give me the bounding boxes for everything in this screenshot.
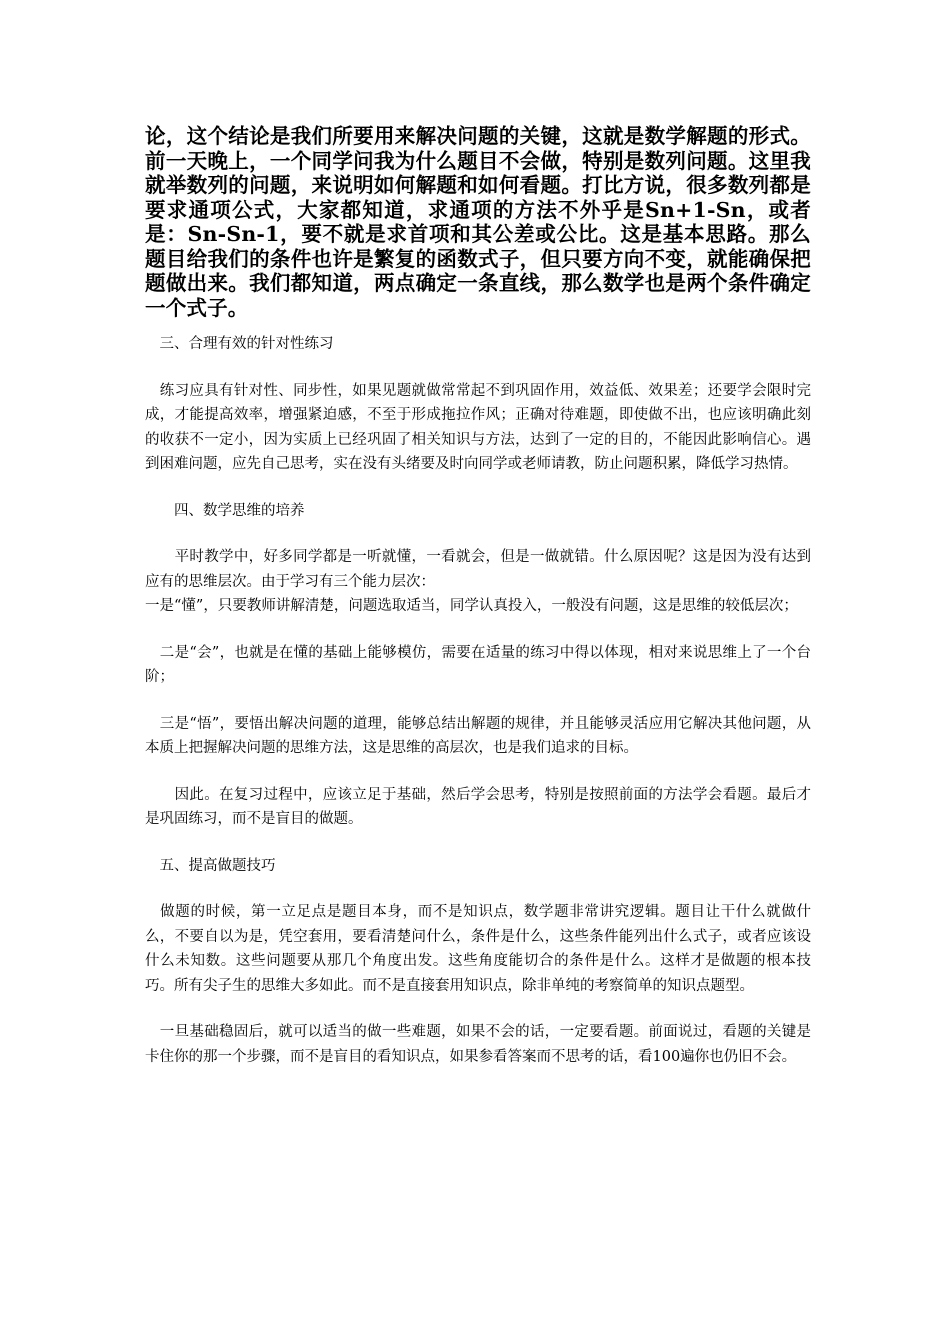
document-page — [145, 124, 811, 1069]
section-4-paragraph-2: 一是“懂”，只要教师讲解清楚，问题选取适当，同学认真投入，一般没有问题，这是思维的较低层次； — [145, 598, 798, 614]
section-4-paragraph-3: 二是“会”，也就是在懂的基础上能够模仿，需要在适量的练习中得以体现，相对来说思维上了一个台阶； — [145, 644, 811, 685]
section-4-paragraph-5: 因此。在复习过程中，应该立足于基础，然后学会思考，特别是按照前面的方法学会看题。最后才是巩固练习，而不是盲目的做题。 — [145, 786, 811, 827]
lead-paragraph: 论，这个结论是我们所要用来解决问题的关键，这就是数学解题的形式。前一天晚上，一个同学问我为什么题目不会做，特别是数列问题。这里我就举数列的问题，来说明如何解题和如何看题。打比方说，很多数列都是要求通项公式，大家都知道，求通项的方法不外乎是Sn+1-Sn，或者是：Sn-Sn-1，要不就是求首项和其公差或公比。这是基本思路。那么题目给我们的条件也许是繁复的函数式子，但只要方向不变，就能确保把题做出来。我们都知道，两点确定一条直线，那么数学也是两个条件确定一个式子。 — [145, 124, 811, 320]
section-5-paragraph-1: 做题的时候，第一立足点是题目本身，而不是知识点，数学题非常讲究逻辑。题目让干什么就做什么，不要自以为是，凭空套用，要看清楚问什么，条件是什么，这些条件能列出什么式子，或者应该设什么未知数。这些问题要从那几个角度出发。这些角度能切合的条件是什么。这样才是做题的根本技巧。所有尖子生的思维大多如此。而不是直接套用知识点，除非单纯的考察简单的知识点题型。 — [145, 904, 811, 994]
section-3-paragraph: 练习应具有针对性、同步性，如果见题就做常常起不到巩固作用，效益低、效果差；还要学会限时完成，才能提高效率，增强紧迫感，不至于形成拖拉作风；正确对待难题，即使做不出，也应该明确此刻的收获不一定小，因为实质上已经巩固了相关知识与方法，达到了一定的目的，不能因此影响信心。遇到困难问题，应先自己思考，实在没有头绪要及时向同学或老师请教，防止问题积累，降低学习热情。 — [145, 382, 811, 472]
section-4-paragraph-4: 三是“悟”，要悟出解决问题的道理，能够总结出解题的规律，并且能够灵活应用它解决其他问题，从本质上把握解决问题的思维方法，这是思维的高层次，也是我们追求的目标。 — [145, 715, 811, 756]
section-5-paragraph-2: 一旦基础稳固后，就可以适当的做一些难题，如果不会的话，一定要看题。前面说过，看题的关键是卡住你的那一个步骤，而不是盲目的看知识点，如果参看答案而不思考的话，看100遍你也仍旧不会。 — [145, 1024, 811, 1065]
section-heading-3: 三、合理有效的针对性练习 — [145, 336, 334, 352]
section-heading-5: 五、提高做题技巧 — [145, 857, 276, 874]
section-heading-4: 四、数学思维的培养 — [145, 502, 305, 519]
section-4-paragraph-1: 平时教学中，好多同学都是一听就懂，一看就会，但是一做就错。什么原因呢？这是因为没有达到应有的思维层次。由于学习有三个能力层次： — [145, 549, 811, 590]
